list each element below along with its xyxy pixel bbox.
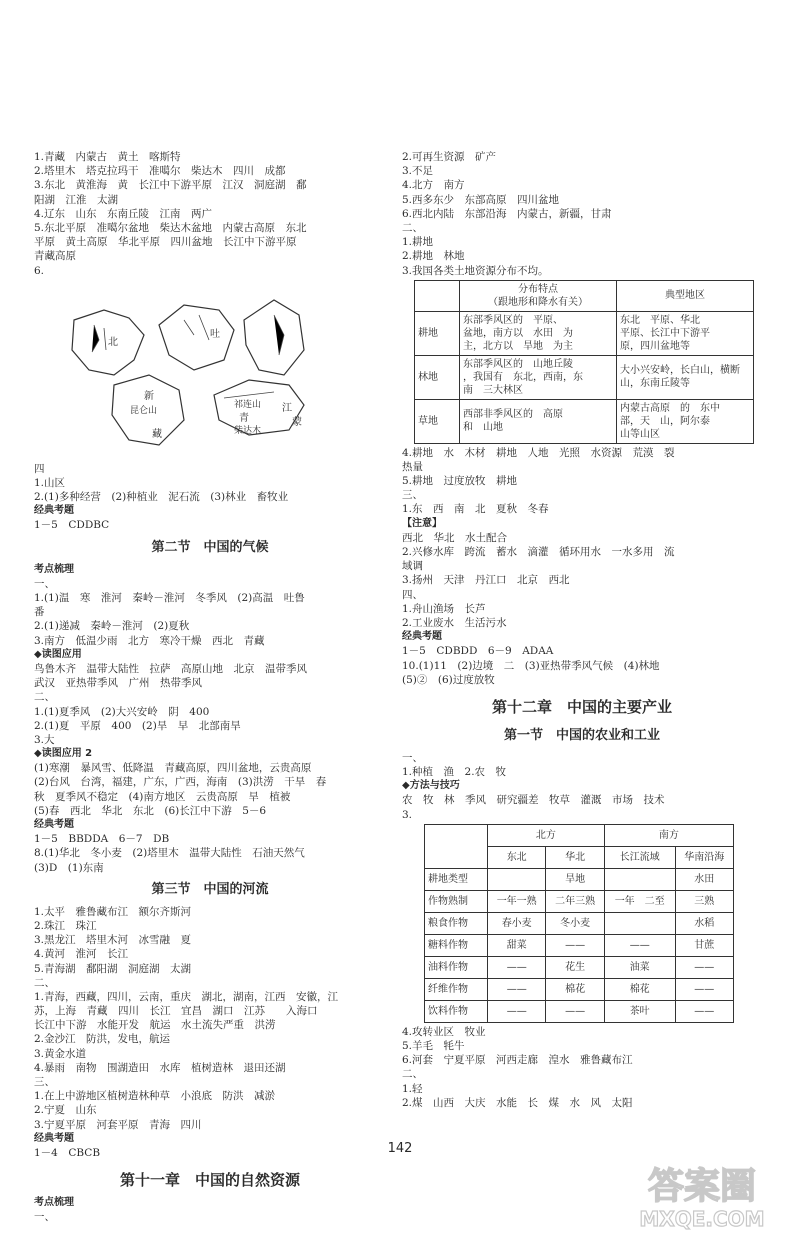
section-label: 经典考题 [34, 1132, 74, 1144]
chapter-title: 第十一章 中国的自然资源 [119, 1171, 300, 1190]
table-header: 华北 [546, 846, 604, 868]
table-cell: —— [675, 956, 733, 978]
answer-line: 3.我国各类土地资源分布不均。 [402, 264, 549, 277]
section-label: ◆读图应用 2 [34, 748, 93, 760]
answer-line: 2.(1)多种经营 (2)种植业 泥石流 (3)林业 畜牧业 [34, 491, 289, 504]
answer-line: 农 牧 林 季风 研究疆差 牧草 灌溉 市场 技术 [402, 794, 665, 807]
table-header: 长江流域 [604, 846, 675, 868]
table-row [425, 934, 734, 956]
answer-line: 四、 [402, 588, 423, 601]
answer-line: 1.山区 [34, 476, 66, 489]
answer-line: 5.耕地 过度放牧 耕地 [402, 475, 518, 488]
map-label: 藏 [152, 428, 162, 440]
row-label: 油料作物 [425, 956, 488, 978]
table-cell: 棉花 [546, 978, 604, 1000]
answers-block-11 [402, 644, 762, 687]
table-cell [604, 912, 675, 934]
answers-block-14 [402, 1025, 762, 1110]
left-column [34, 150, 386, 1225]
table-row [415, 355, 754, 399]
map-label: 青 [239, 412, 249, 424]
table-header: 分布特点 （跟地形和降水有关） [460, 280, 617, 311]
answer-line: 四 [34, 462, 45, 475]
section-label: 考点梳理 [34, 563, 74, 575]
section-label: 经典考题 [34, 819, 74, 830]
answer-line: 二、 [402, 221, 423, 234]
answers-block-6 [34, 832, 386, 875]
table-cell: —— [546, 1000, 604, 1022]
table-cell: 内蒙古高原 的 东中 部，天 山，阿尔泰 山等山区 [617, 399, 754, 443]
watermark-logo [632, 1154, 772, 1234]
answer-line: 二、 [402, 1068, 423, 1081]
answer-line: 5.青海湖 鄱阳湖 洞庭湖 太湖 [34, 962, 192, 975]
answer-line: 2.可再生资源 矿产 [402, 151, 497, 163]
answers-block-7 [34, 905, 386, 1132]
answer-line: 一、 [402, 751, 423, 764]
answer-line: 域调 [402, 560, 423, 573]
row-label: 林地 [415, 355, 460, 399]
answer-line: 三、 [34, 1076, 55, 1088]
answer-line: 1－5 CDBDD 6－9 ADAA [402, 645, 554, 658]
table-cell: 花生 [546, 956, 604, 978]
answer-line: 1.耕地 [402, 236, 434, 249]
answer-line: 2.(1)夏 平原 400 (2)旱 早 北部南旱 [34, 719, 241, 732]
answer-line: 武汉 亚热带季风 广州 热带季风 [34, 677, 202, 690]
answer-line: 3.黑龙江 塔里木河 冰雪融 夏 [34, 934, 192, 947]
answer-line: 2.珠江 珠江 [34, 919, 97, 932]
answer-line: 5.羊毛 牦牛 [402, 1040, 465, 1052]
answer-line: 阳湖 江淮 太湖 [34, 193, 118, 206]
answer-line: 1.在上中游地区植树造林种草 小浪底 防洪 减淤 [34, 1090, 276, 1103]
table-cell: 茶叶 [604, 1000, 675, 1022]
answers-block-12 [402, 751, 762, 779]
map-label: 柴达木 [234, 425, 262, 436]
answer-line: 平原 黄土高原 华北平原 四川盆地 长江中下游平原 [34, 236, 297, 249]
table-row [425, 956, 734, 978]
map-label: 祁连山 [234, 399, 262, 410]
row-label: 纤维作物 [425, 978, 488, 1000]
map-sketch [34, 280, 334, 458]
table-cell: 甘蔗 [675, 934, 733, 956]
answer-line: 4.北方 南方 [402, 179, 465, 192]
table-row [425, 1000, 734, 1022]
answers-block-9 [402, 446, 762, 517]
table-cell: 大小兴安岭，长白山，横断 山，东南丘陵等 [617, 355, 754, 399]
answers-block-2 [34, 462, 386, 505]
row-label: 草地 [415, 399, 460, 443]
answer-line: 4.耕地 水 木材 耕地 人地 光照 水资源 荒漠 裂 [402, 446, 675, 459]
answer-line: 一、 [34, 577, 55, 590]
table-cell: —— [488, 978, 546, 1000]
watermark-url: MXQE.COM [639, 1207, 765, 1231]
table-header: 典型地区 [617, 280, 754, 311]
row-label: 饮料作物 [425, 1000, 488, 1022]
table-cell: —— [604, 934, 675, 956]
row-label: 粮食作物 [425, 912, 488, 934]
answer-line: 5.西多东少 东部高原 四川盆地 [402, 193, 560, 206]
table-cell: 一年一熟 [488, 890, 546, 912]
table-cell: 东部季风区的 平原、 盆地，南方以 水田 为 主，北方以 旱地 为主 [460, 311, 617, 355]
table-cell: —— [488, 956, 546, 978]
table-cell: 油菜 [604, 956, 675, 978]
answer-line: 4.攻转业区 牧业 [402, 1025, 486, 1038]
row-label: 耕地 [415, 311, 460, 355]
table-row [425, 868, 734, 890]
answers-block-8 [402, 150, 762, 278]
section-label: 经典考题 [402, 631, 442, 643]
section-label: 经典考题 [34, 505, 74, 517]
table-cell: 甜菜 [488, 934, 546, 956]
answer-line: (3)D (1)东南 [34, 861, 104, 874]
table-cell: 水田 [675, 868, 733, 890]
answer-line: 2.煤 山西 大庆 水能 长 煤 水 风 太阳 [402, 1096, 633, 1109]
table-header: 东北 [488, 846, 546, 868]
answer-line: 3.宁夏平原 河套平原 青海 四川 [34, 1118, 202, 1131]
china-regions-map [34, 280, 386, 458]
answer-line: 1－4 CBCB [34, 1146, 101, 1159]
map-label: 吐 [210, 328, 220, 340]
section-label: 考点梳理 [34, 1197, 74, 1209]
answer-line: 3.大 [34, 733, 55, 746]
table-cell: 东部季风区的 山地丘陵 ，我国有 东北，西南，东 南 三大林区 [460, 355, 617, 399]
table-cell: 冬小麦 [546, 912, 604, 934]
answer-line: 3.东北 黄淮海 黄 长江中下游平原 江汉 洞庭湖 鄱 [34, 179, 307, 192]
answer-line: 1.舟山渔场 长芦 [402, 602, 486, 615]
answer-line: 2.耕地 林地 [402, 250, 465, 263]
table-cell: 水稻 [675, 912, 733, 934]
table-corner [425, 824, 488, 868]
answer-line: (1)寒潮 暴风雪、低降温 青藏高原，四川盆地，云贵高原 [34, 762, 312, 775]
map-label: 北 [108, 336, 118, 348]
region-outline-3 [244, 300, 304, 375]
answer-line: 4.暴雨 南物 围湖造田 水库 植树造林 退田还湖 [34, 1061, 286, 1074]
answer-line: 10.(1)11 (2)边境 二 (3)亚热带季风气候 (4)林地 [402, 659, 660, 672]
row-label: 糖料作物 [425, 934, 488, 956]
answer-line: 番 [34, 606, 45, 619]
answer-line: 1.太平 雅鲁藏布江 额尔齐斯河 [34, 905, 192, 918]
answer-line: 鸟鲁木齐 温带大陆性 拉萨 高原山地 北京 温带季风 [34, 662, 307, 675]
answer-line: 西北 华北 水土配合 [402, 531, 507, 544]
table-row [425, 912, 734, 934]
answers-block-5 [34, 761, 386, 818]
answer-line: 长江中下游 水能开发 航运 水土流失严重 洪涝 [34, 1019, 276, 1032]
answer-line: 1.东 西 南 北 夏秋 冬春 [402, 503, 549, 516]
answer-line: 3.南方 低温少雨 北方 寒冷干燥 西北 青藏 [34, 634, 265, 647]
answer-line: 1.种植 渔 2.农 牧 [402, 766, 507, 779]
answer-line: 三、 [402, 489, 423, 502]
table-cell: 棉花 [604, 978, 675, 1000]
answer-line: 6.河套 宁夏平原 河西走廊 湟水 雅鲁藏布江 [402, 1054, 633, 1067]
table-row [415, 399, 754, 443]
answer-line: 1.轻 [402, 1082, 423, 1095]
table-cell: 西部非季风区的 高原 和 山地 [460, 399, 617, 443]
table-cell: 东北 平原、华北 平原、长江中下游平 原，四川盆地等 [617, 311, 754, 355]
answer-line: 2.塔里木 塔克拉玛干 准噶尔 柴达木 四川 成都 [34, 165, 286, 178]
table-cell: —— [488, 1000, 546, 1022]
answers-block-1 [34, 150, 386, 278]
right-column [402, 150, 762, 1110]
answer-line: 热量 [402, 460, 423, 473]
watermark-text: 答案圈 [647, 1166, 757, 1207]
answer-line: 秋 夏季风不稳定 (4)南方地区 云贵高原 旱 植被 [34, 790, 291, 803]
answer-line: 2.(1)递减 秦岭－淮河 (2)夏秋 [34, 620, 190, 633]
answer-line: 1－5 BBDDA 6－7 DB [34, 833, 170, 846]
section-title: 第三节 中国的河流 [151, 881, 269, 897]
table-header: 北方 [488, 824, 605, 846]
region-outline-2 [159, 305, 234, 370]
answer-line: 2.金沙江 防洪，发电，航运 [34, 1033, 171, 1046]
map-label: 江 [282, 402, 292, 414]
hatching-3 [274, 315, 284, 355]
answer-line: 二、 [34, 976, 55, 989]
table-corner [415, 280, 460, 311]
table-cell: —— [546, 934, 604, 956]
table-row [415, 311, 754, 355]
answer-line: 一、 [34, 1211, 55, 1224]
answer-line: 8.(1)华北 冬小麦 (2)塔里木 温带大陆性 石油天然气 [34, 847, 305, 860]
answer-line: 5.东北平原 准噶尔盆地 柴达木盆地 内蒙古高原 东北 [34, 221, 307, 234]
answer-line: 3.扬州 天津 丹江口 北京 西北 [402, 574, 570, 587]
answer-line: 4.黄河 淮河 长江 [34, 948, 129, 961]
answers-block-13 [402, 793, 762, 821]
map-label: 昆仑山 [130, 405, 158, 416]
table-cell: —— [675, 978, 733, 1000]
table-cell: 二年三熟 [546, 890, 604, 912]
answer-line: 3.黄金水道 [34, 1047, 87, 1060]
answers-block-10 [402, 531, 762, 630]
answer-line: 1.(1)温 寒 淮河 秦岭－淮河 冬季风 (2)高温 吐鲁 [34, 592, 305, 604]
chapter-title: 第十二章 中国的主要产业 [491, 697, 672, 716]
table-cell [488, 868, 546, 890]
agriculture-table [424, 824, 734, 1023]
answer-line: (5)② (6)过度放牧 [402, 673, 495, 686]
answers-block-4 [34, 662, 386, 747]
hatching-2 [184, 315, 209, 340]
answer-line: 青藏高原 [34, 250, 76, 263]
section-label: ◆方法与技巧 [402, 780, 460, 792]
answer-line: (2)台风 台湾，福建，广东，广西，海南 (3)洪涝 干旱 春 [34, 776, 327, 789]
table-cell [604, 868, 675, 890]
answer-line: 2.工业废水 生活污水 [402, 616, 507, 629]
land-resources-table [414, 280, 754, 444]
section-title: 第一节 中国的农业和工业 [503, 727, 660, 743]
answer-line: 6. [34, 264, 45, 277]
table-cell: 旱地 [546, 868, 604, 890]
answer-line: 二、 [34, 691, 55, 704]
table-cell: 三熟 [675, 890, 733, 912]
table-header: 华南沿海 [675, 846, 733, 868]
map-label: 新 [144, 390, 154, 402]
row-label: 作物熟制 [425, 890, 488, 912]
section-label: 【注意】 [402, 517, 442, 529]
row-label: 耕地类型 [425, 868, 488, 890]
answer-line: 2.宁夏 山东 [34, 1104, 97, 1117]
answer-line: 2.兴修水库 跨流 蓄水 滴灌 循环用水 一水多用 流 [402, 546, 675, 558]
table-row [425, 978, 734, 1000]
answer-line: 3. [402, 808, 413, 821]
answer-line: 1.青海，西藏，四川，云南，重庆 湖北，湖南，江西 安徽，江 [34, 990, 339, 1003]
table-header: 南方 [604, 824, 733, 846]
table-cell: —— [675, 1000, 733, 1022]
answer-line: (5)春 西北 华北 东北 (6)长江中下游 5－6 [34, 804, 267, 817]
answer-line: 1－5 CDDBC [34, 519, 110, 532]
answer-line: 6.西北内陆 东部沿海 内蒙古，新疆，甘肃 [402, 207, 612, 220]
answer-line: 1.(1)夏季风 (2)大兴安岭 阴 400 [34, 705, 210, 718]
hatching-1 [92, 325, 106, 352]
answers-block-3 [34, 577, 386, 648]
page-number: 142 [387, 1141, 413, 1156]
table-cell: 一年 二至 [604, 890, 675, 912]
section-title: 第二节 中国的气候 [151, 539, 269, 555]
section-label: ◆读图应用 [34, 648, 82, 660]
map-label: 蒙 [292, 416, 302, 428]
answer-line: 3.不足 [402, 165, 434, 178]
table-cell: 春小麦 [488, 912, 546, 934]
table-row [425, 890, 734, 912]
answer-line: 苏，上海 青藏 四川 长江 宜昌 湖口 江苏 入海口 [34, 1005, 318, 1018]
answer-line: 1.青藏 内蒙古 黄土 喀斯特 [34, 151, 181, 163]
answer-line: 4.辽东 山东 东南丘陵 江南 两广 [34, 207, 213, 220]
